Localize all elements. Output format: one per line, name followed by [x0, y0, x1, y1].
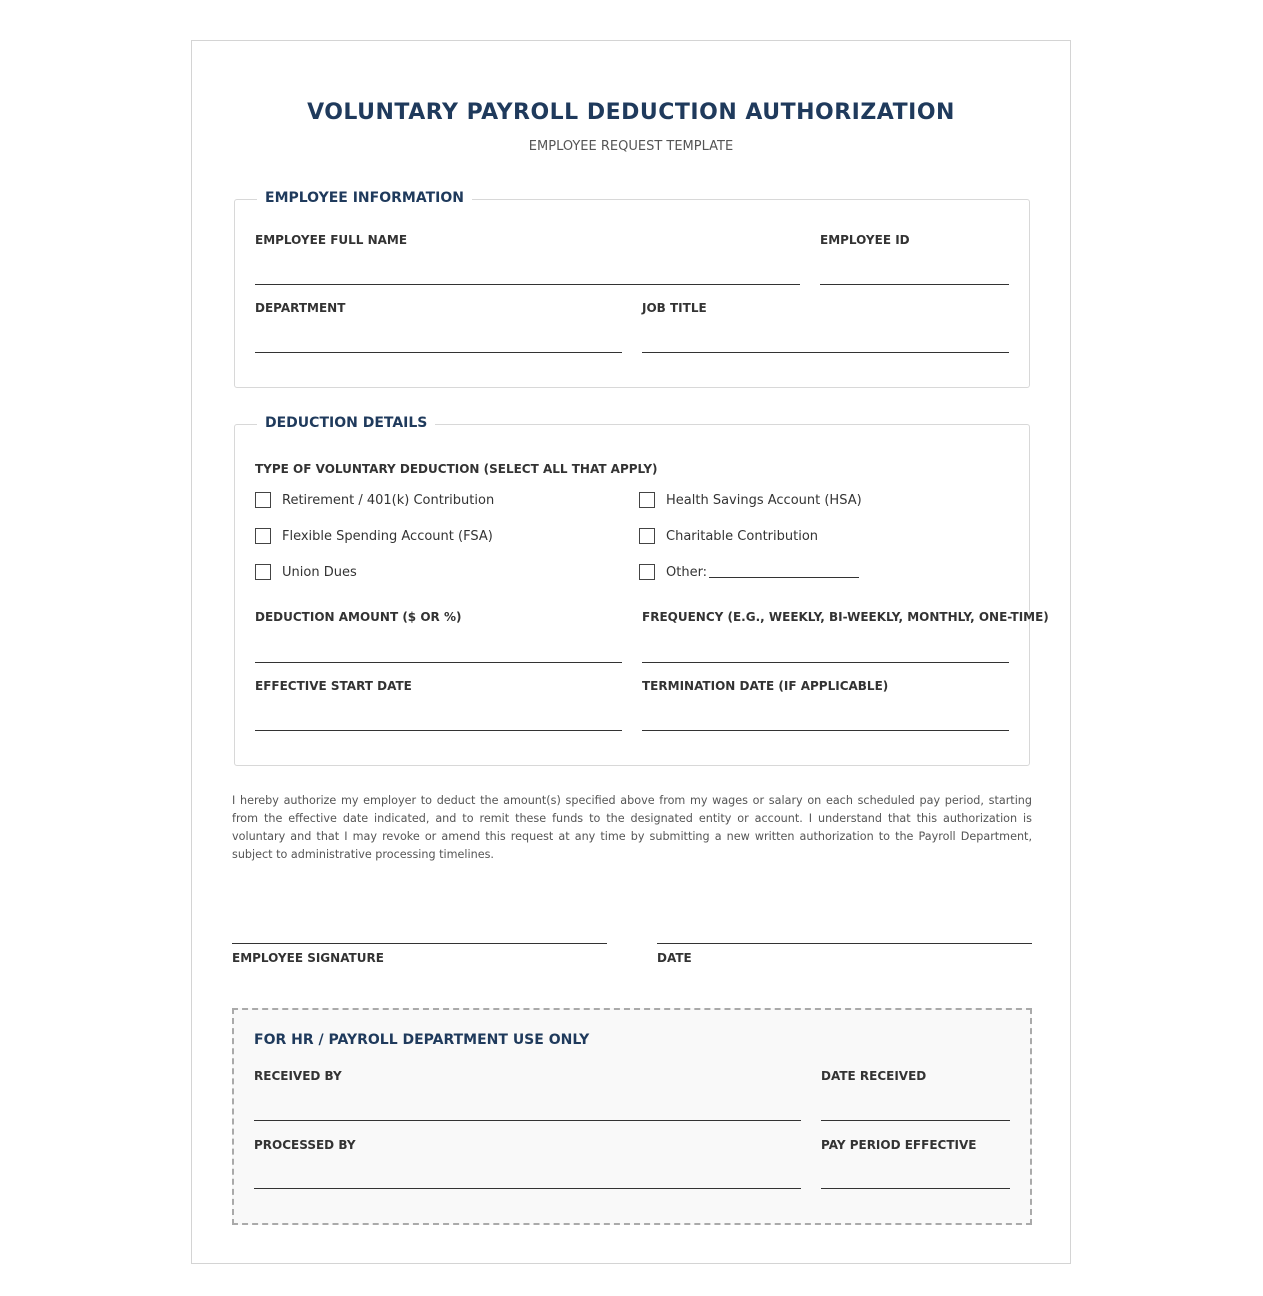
option-other[interactable]	[639, 564, 859, 580]
pay-period-field[interactable]	[821, 1138, 1010, 1190]
other-checkbox[interactable]	[639, 564, 655, 580]
option-hsa[interactable]	[639, 492, 862, 508]
form-subtitle: EMPLOYEE REQUEST TEMPLATE	[528, 139, 734, 154]
signature-label: EMPLOYEE SIGNATURE	[232, 951, 384, 965]
received-by-label: RECEIVED BY	[254, 1069, 342, 1083]
option-retirement[interactable]	[255, 492, 494, 508]
full-name-line	[255, 284, 800, 285]
deduction-details-legend: DEDUCTION DETAILS	[257, 415, 435, 431]
authorization-statement: I hereby authorize my employer to deduct the amount(s) specified above from my wages or salary on each scheduled pay period, starting from the effective date indicated, and to remit these funds to the designated entity or account. I understand that this authorization is voluntary and that I may revoke or amend this request at any time by submitting a new written authorization to the Payroll Department, subject to administrative processing timelines.	[232, 794, 1032, 861]
hsa-label: Health Savings Account (HSA)	[666, 492, 862, 508]
processed-by-line	[254, 1188, 801, 1189]
employee-id-label: EMPLOYEE ID	[820, 233, 910, 247]
date-received-label: DATE RECEIVED	[821, 1069, 927, 1083]
deduction-amount-line	[255, 662, 622, 663]
fsa-checkbox[interactable]	[255, 528, 271, 544]
job-title-label: JOB TITLE	[642, 301, 707, 315]
processed-by-field[interactable]	[254, 1138, 801, 1190]
date-received-field[interactable]	[821, 1069, 1010, 1121]
frequency-line	[642, 662, 1009, 663]
termination-date-label: TERMINATION DATE (IF APPLICABLE)	[642, 679, 889, 693]
received-by-field[interactable]	[254, 1069, 801, 1121]
charitable-checkbox[interactable]	[639, 528, 655, 544]
start-date-line	[255, 730, 622, 731]
form-page	[191, 40, 1071, 1264]
deduction-amount-label: DEDUCTION AMOUNT ($ OR %)	[255, 610, 462, 624]
form-title: VOLUNTARY PAYROLL DEDUCTION AUTHORIZATION	[307, 100, 955, 125]
employee-id-line	[820, 284, 1009, 285]
pay-period-label: PAY PERIOD EFFECTIVE	[821, 1138, 977, 1152]
start-date-label: EFFECTIVE START DATE	[255, 679, 412, 693]
hr-use-only-title: FOR HR / PAYROLL DEPARTMENT USE ONLY	[254, 1032, 590, 1048]
hr-use-only-box	[232, 1008, 1032, 1225]
termination-date-field[interactable]	[642, 679, 1009, 731]
union-dues-checkbox[interactable]	[255, 564, 271, 580]
option-fsa[interactable]	[255, 528, 493, 544]
signature-line[interactable]	[232, 943, 607, 944]
employee-information-section	[234, 190, 1030, 388]
employee-information-legend: EMPLOYEE INFORMATION	[257, 190, 472, 206]
department-line	[255, 352, 622, 353]
fsa-label: Flexible Spending Account (FSA)	[282, 528, 493, 544]
option-charitable[interactable]	[639, 528, 818, 544]
other-label: Other:	[666, 564, 708, 580]
pay-period-line	[821, 1188, 1010, 1189]
retirement-label: Retirement / 401(k) Contribution	[282, 492, 495, 508]
hsa-checkbox[interactable]	[639, 492, 655, 508]
other-specify-line[interactable]	[709, 577, 859, 578]
date-label: DATE	[657, 951, 692, 965]
retirement-checkbox[interactable]	[255, 492, 271, 508]
start-date-field[interactable]	[255, 679, 622, 731]
deduction-details-section	[234, 415, 1049, 766]
union-dues-label: Union Dues	[282, 564, 357, 580]
deduction-amount-field[interactable]	[255, 610, 622, 662]
department-label: DEPARTMENT	[255, 301, 346, 315]
option-union-dues[interactable]	[255, 564, 357, 580]
employee-id-field[interactable]	[820, 233, 1009, 285]
frequency-label: FREQUENCY (E.G., WEEKLY, BI-WEEKLY, MONTHLY, ONE-TIME)	[642, 610, 1049, 624]
job-title-field[interactable]	[642, 301, 1009, 353]
termination-date-line	[642, 730, 1009, 731]
deduction-type-label: TYPE OF VOLUNTARY DEDUCTION (SELECT ALL THAT APPLY)	[255, 462, 658, 476]
job-title-line	[642, 352, 1009, 353]
date-line[interactable]	[657, 943, 1032, 944]
processed-by-label: PROCESSED BY	[254, 1138, 356, 1152]
full-name-label: EMPLOYEE FULL NAME	[255, 233, 408, 247]
frequency-field[interactable]	[642, 610, 1049, 662]
received-by-line	[254, 1120, 801, 1121]
full-name-field[interactable]	[255, 233, 800, 285]
charitable-label: Charitable Contribution	[666, 528, 819, 544]
department-field[interactable]	[255, 301, 622, 353]
date-received-line	[821, 1120, 1010, 1121]
